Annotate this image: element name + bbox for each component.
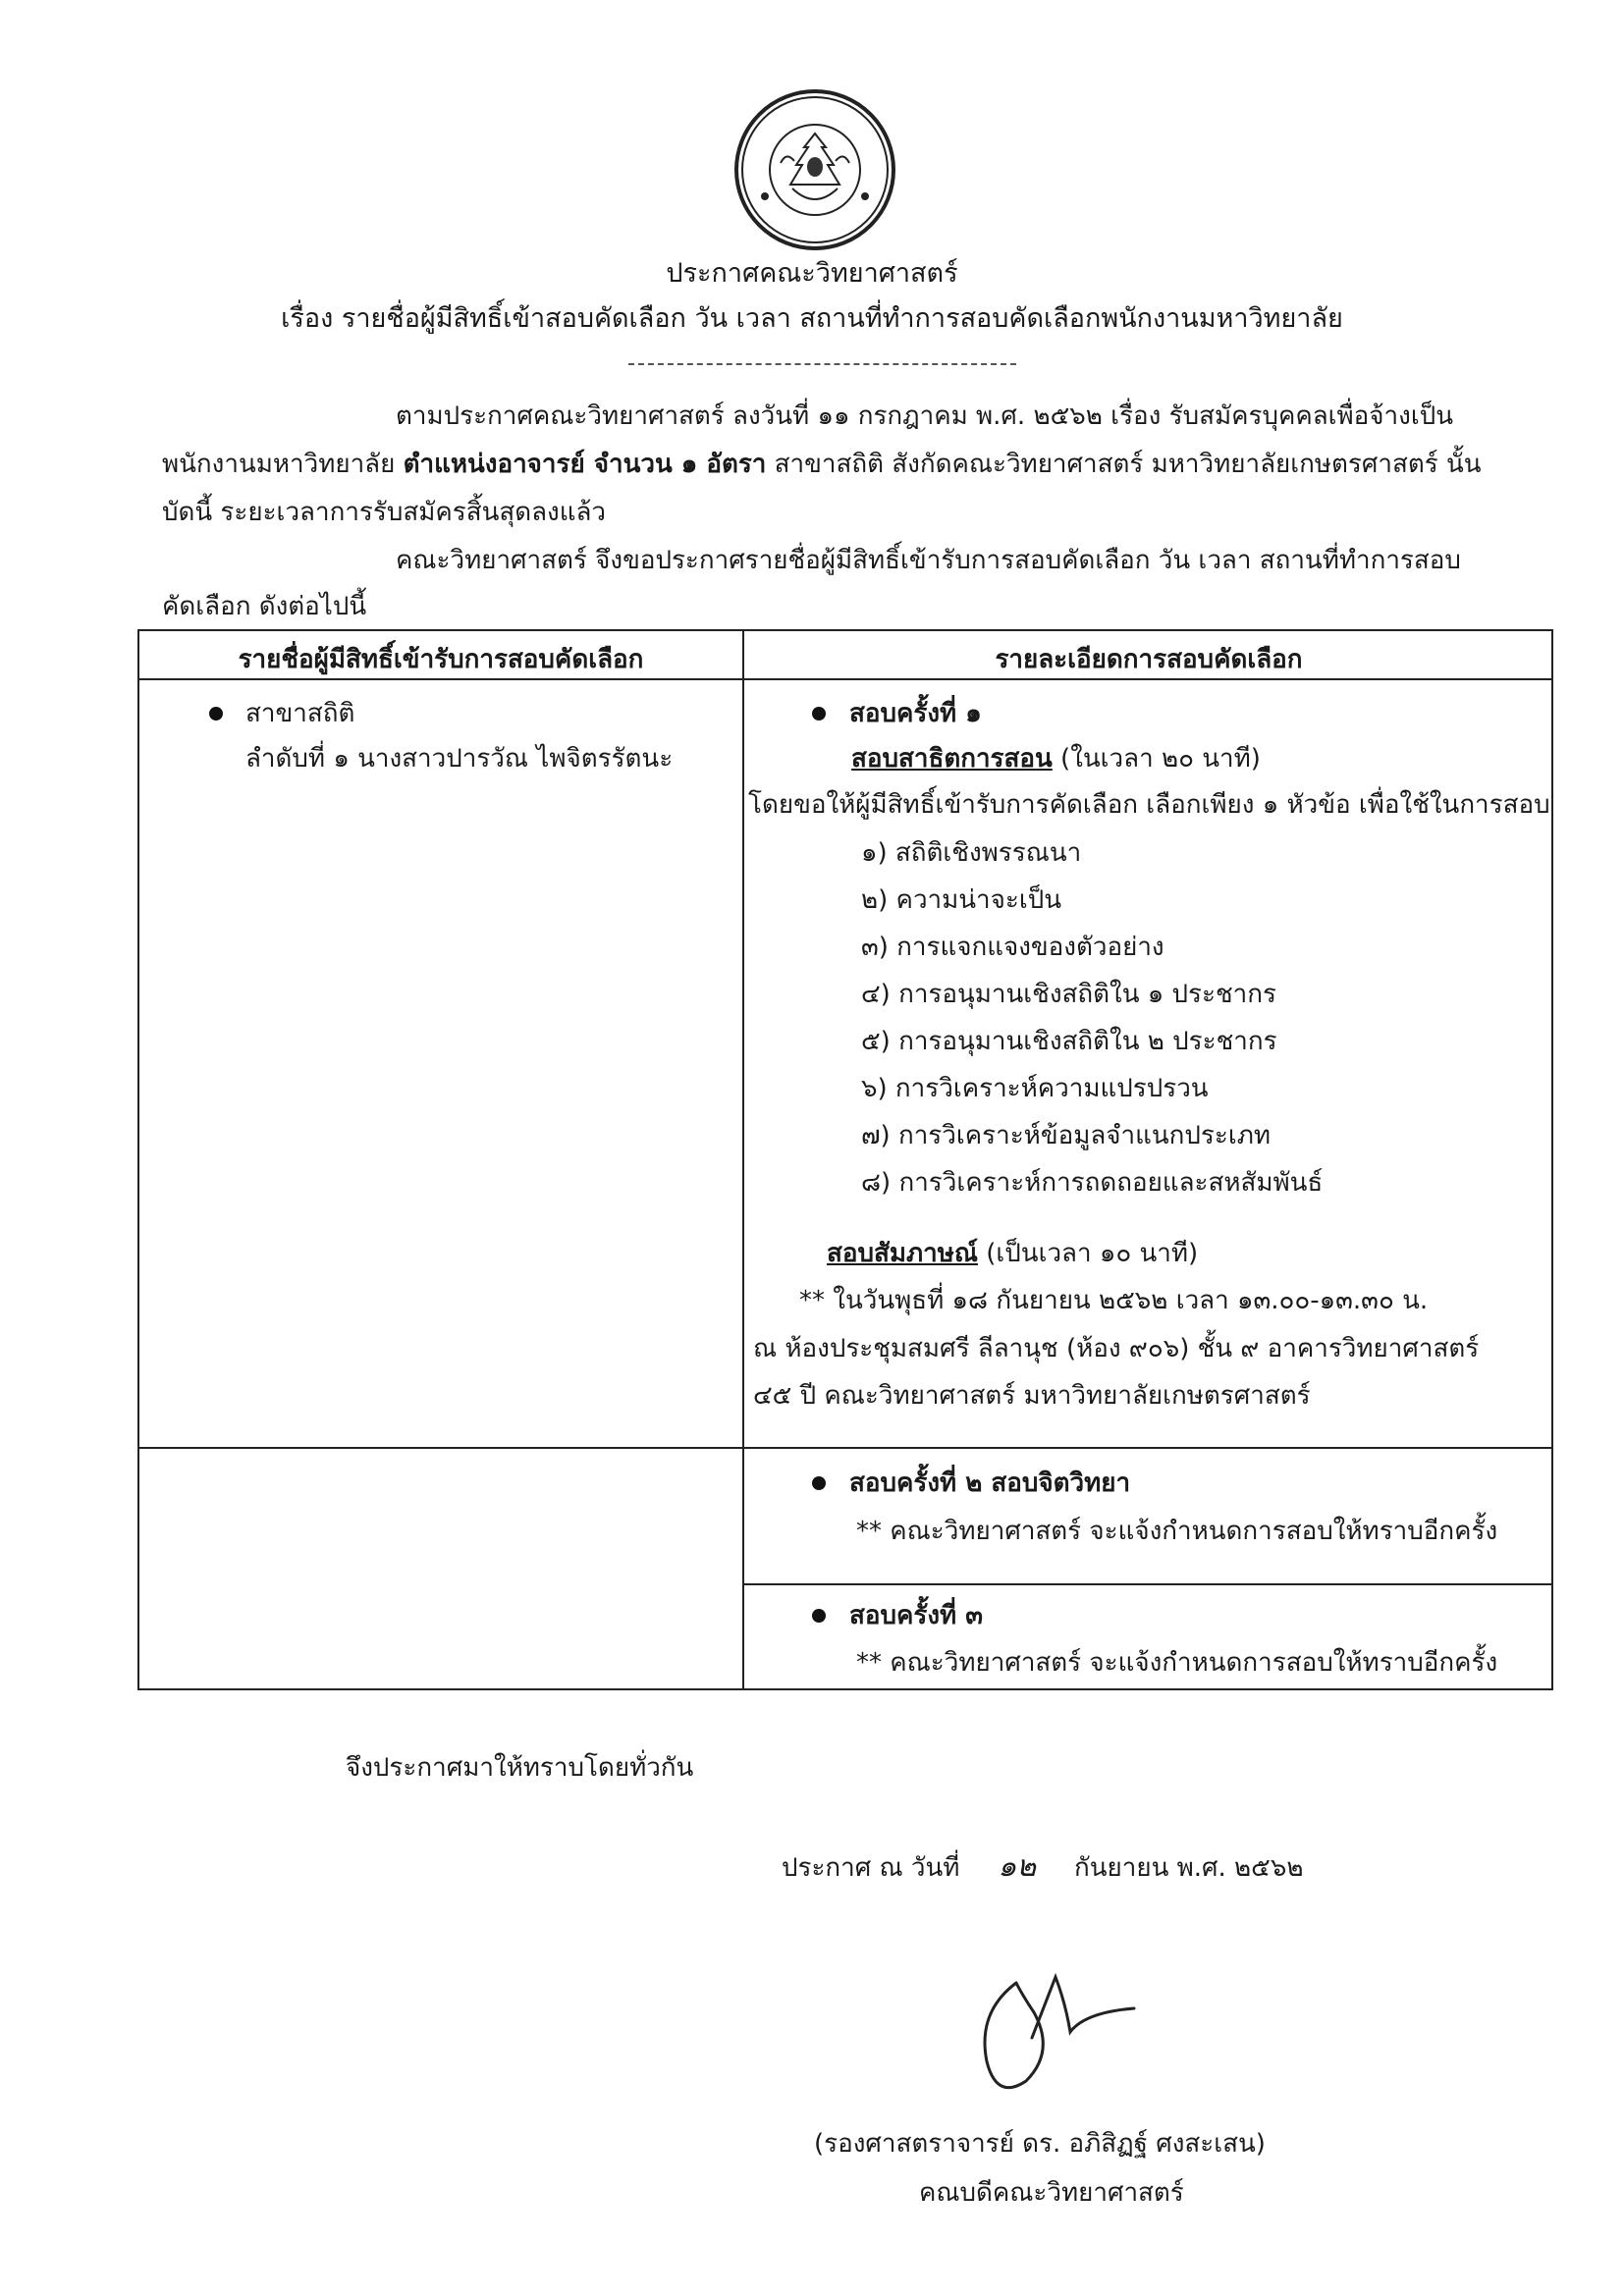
venue-line-2: ๔๕ ปี คณะวิทยาศาสตร์ มหาวิทยาลัยเกษตรศาสตร์ <box>753 1381 1311 1411</box>
round3-note: ** คณะวิทยาศาสตร์ จะแจ้งกำหนดการสอบให้ทราบอีกครั้ง <box>856 1648 1498 1678</box>
topic-item: ๕) การอนุมานเชิงสถิติใน ๒ ประชากร <box>861 1027 1277 1056</box>
divider <box>628 363 1016 365</box>
date-suffix: กันยายน พ.ศ. ๒๕๖๒ <box>1073 1853 1304 1883</box>
signature-icon <box>947 1944 1154 2110</box>
intro-line-3: บัดนี้ ระยะเวลาการรับสมัครสิ้นสุดลงแล้ว <box>162 498 607 527</box>
signer-name: (รองศาสตราจารย์ ดร. อภิสิฏฐ์ ศงสะเสน) <box>814 2129 1266 2159</box>
intro-line-1: ตามประกาศคณะวิทยาศาสตร์ ลงวันที่ ๑๑ กรกฎาคม พ.ศ. ๒๕๖๒ เรื่อง รับสมัครบุคคลเพื่อจ้างเป็น <box>396 401 1453 431</box>
position-info: ตำแหน่งอาจารย์ จำนวน ๑ อัตรา <box>403 450 767 479</box>
column-divider <box>742 631 744 1688</box>
intro-line-5: คัดเลือก ดังต่อไปนี้ <box>162 592 367 621</box>
exam-schedule-table <box>137 629 1553 1690</box>
round2-label: สอบครั้งที่ ๒ สอบจิตวิทยา <box>849 1468 1131 1498</box>
bullet-icon <box>209 707 223 721</box>
col-header-candidates: รายชื่อผู้มีสิทธิ์เข้ารับการสอบคัดเลือก <box>238 645 644 674</box>
interview-time: (เป็นเวลา ๑๐ นาที) <box>978 1239 1199 1268</box>
interview <box>827 1233 1198 1273</box>
topic-item: ๗) การวิเคราะห์ข้อมูลจำแนกประเภท <box>861 1121 1271 1150</box>
intro-line-2 <box>162 444 1482 484</box>
announcement-title: ประกาศคณะวิทยาศาสตร์ <box>666 258 958 289</box>
closing-statement: จึงประกาศมาให้ทราบโดยทั่วกัน <box>346 1753 694 1783</box>
row-divider <box>139 1447 1551 1449</box>
col-header-details: รายละเอียดการสอบคัดเลือก <box>995 645 1303 674</box>
row-divider-right <box>742 1583 1551 1585</box>
intro-line-2a: พนักงานมหาวิทยาลัย <box>162 450 404 479</box>
date-day: ๑๒ <box>998 1849 1037 1884</box>
date-prefix: ประกาศ ณ วันที่ <box>782 1853 960 1883</box>
signer-title: คณบดีคณะวิทยาศาสตร์ <box>919 2178 1184 2208</box>
interview-date: ** ในวันพุธที่ ๑๘ กันยายน ๒๕๖๒ เวลา ๑๓.๐๐-๑๓.๓๐ น. <box>799 1286 1429 1315</box>
university-seal-icon <box>731 86 898 253</box>
teaching-demo-time: (ในเวลา ๒๐ นาที) <box>1052 744 1261 774</box>
teaching-demo-label: สอบสาธิตการสอน <box>851 744 1053 774</box>
interview-label: สอบสัมภาษณ์ <box>827 1239 978 1268</box>
bullet-icon <box>812 707 826 721</box>
topic-item: ๖) การวิเคราะห์ความแปรปรวน <box>861 1074 1209 1103</box>
round1-label: สอบครั้งที่ ๑ <box>849 699 982 728</box>
branch-name: สาขาสถิติ <box>245 699 355 728</box>
bullet-icon <box>812 1476 826 1490</box>
bullet-icon <box>812 1609 826 1623</box>
intro-line-2c: สาขาสถิติ สังกัดคณะวิทยาศาสตร์ มหาวิทยาลัยเกษตรศาสตร์ นั้น <box>766 450 1482 479</box>
venue-line-1: ณ ห้องประชุมสมศรี ลีลานุช (ห้อง ๙๐๖) ชั้น ๙ อาคารวิทยาศาสตร์ <box>753 1334 1480 1363</box>
topic-item: ๘) การวิเคราะห์การถดถอยและสหสัมพันธ์ <box>861 1168 1324 1198</box>
topic-item: ๑) สถิติเชิงพรรณนา <box>861 838 1082 868</box>
round2-note: ** คณะวิทยาศาสตร์ จะแจ้งกำหนดการสอบให้ทราบอีกครั้ง <box>856 1517 1498 1546</box>
round3-label: สอบครั้งที่ ๓ <box>849 1601 984 1630</box>
announcement-subject: เรื่อง รายชื่อผู้มีสิทธิ์เข้าสอบคัดเลือก วัน เวลา สถานที่ทำการสอบคัดเลือกพนักงานมหาวิทยาลัย <box>281 303 1343 334</box>
intro-line-4: คณะวิทยาศาสตร์ จึงขอประกาศรายชื่อผู้มีสิทธิ์เข้ารับการสอบคัดเลือก วัน เวลา สถานที่ทำการสอบ <box>396 546 1461 575</box>
topic-item: ๒) ความน่าจะเป็น <box>861 885 1062 915</box>
topic-item: ๔) การอนุมานเชิงสถิติใน ๑ ประชากร <box>861 980 1276 1009</box>
topic-instruction: โดยขอให้ผู้มีสิทธิ์เข้ารับการคัดเลือก เลือกเพียง ๑ หัวข้อ เพื่อใช้ในการสอบ <box>748 790 1550 820</box>
teaching-demo <box>851 738 1261 778</box>
candidate-entry: ลำดับที่ ๑ นางสาวปารวัณ ไพจิตรรัตนะ <box>245 744 674 774</box>
announcement-date <box>782 1843 1304 1890</box>
topic-item: ๓) การแจกแจงของตัวอย่าง <box>861 933 1164 962</box>
